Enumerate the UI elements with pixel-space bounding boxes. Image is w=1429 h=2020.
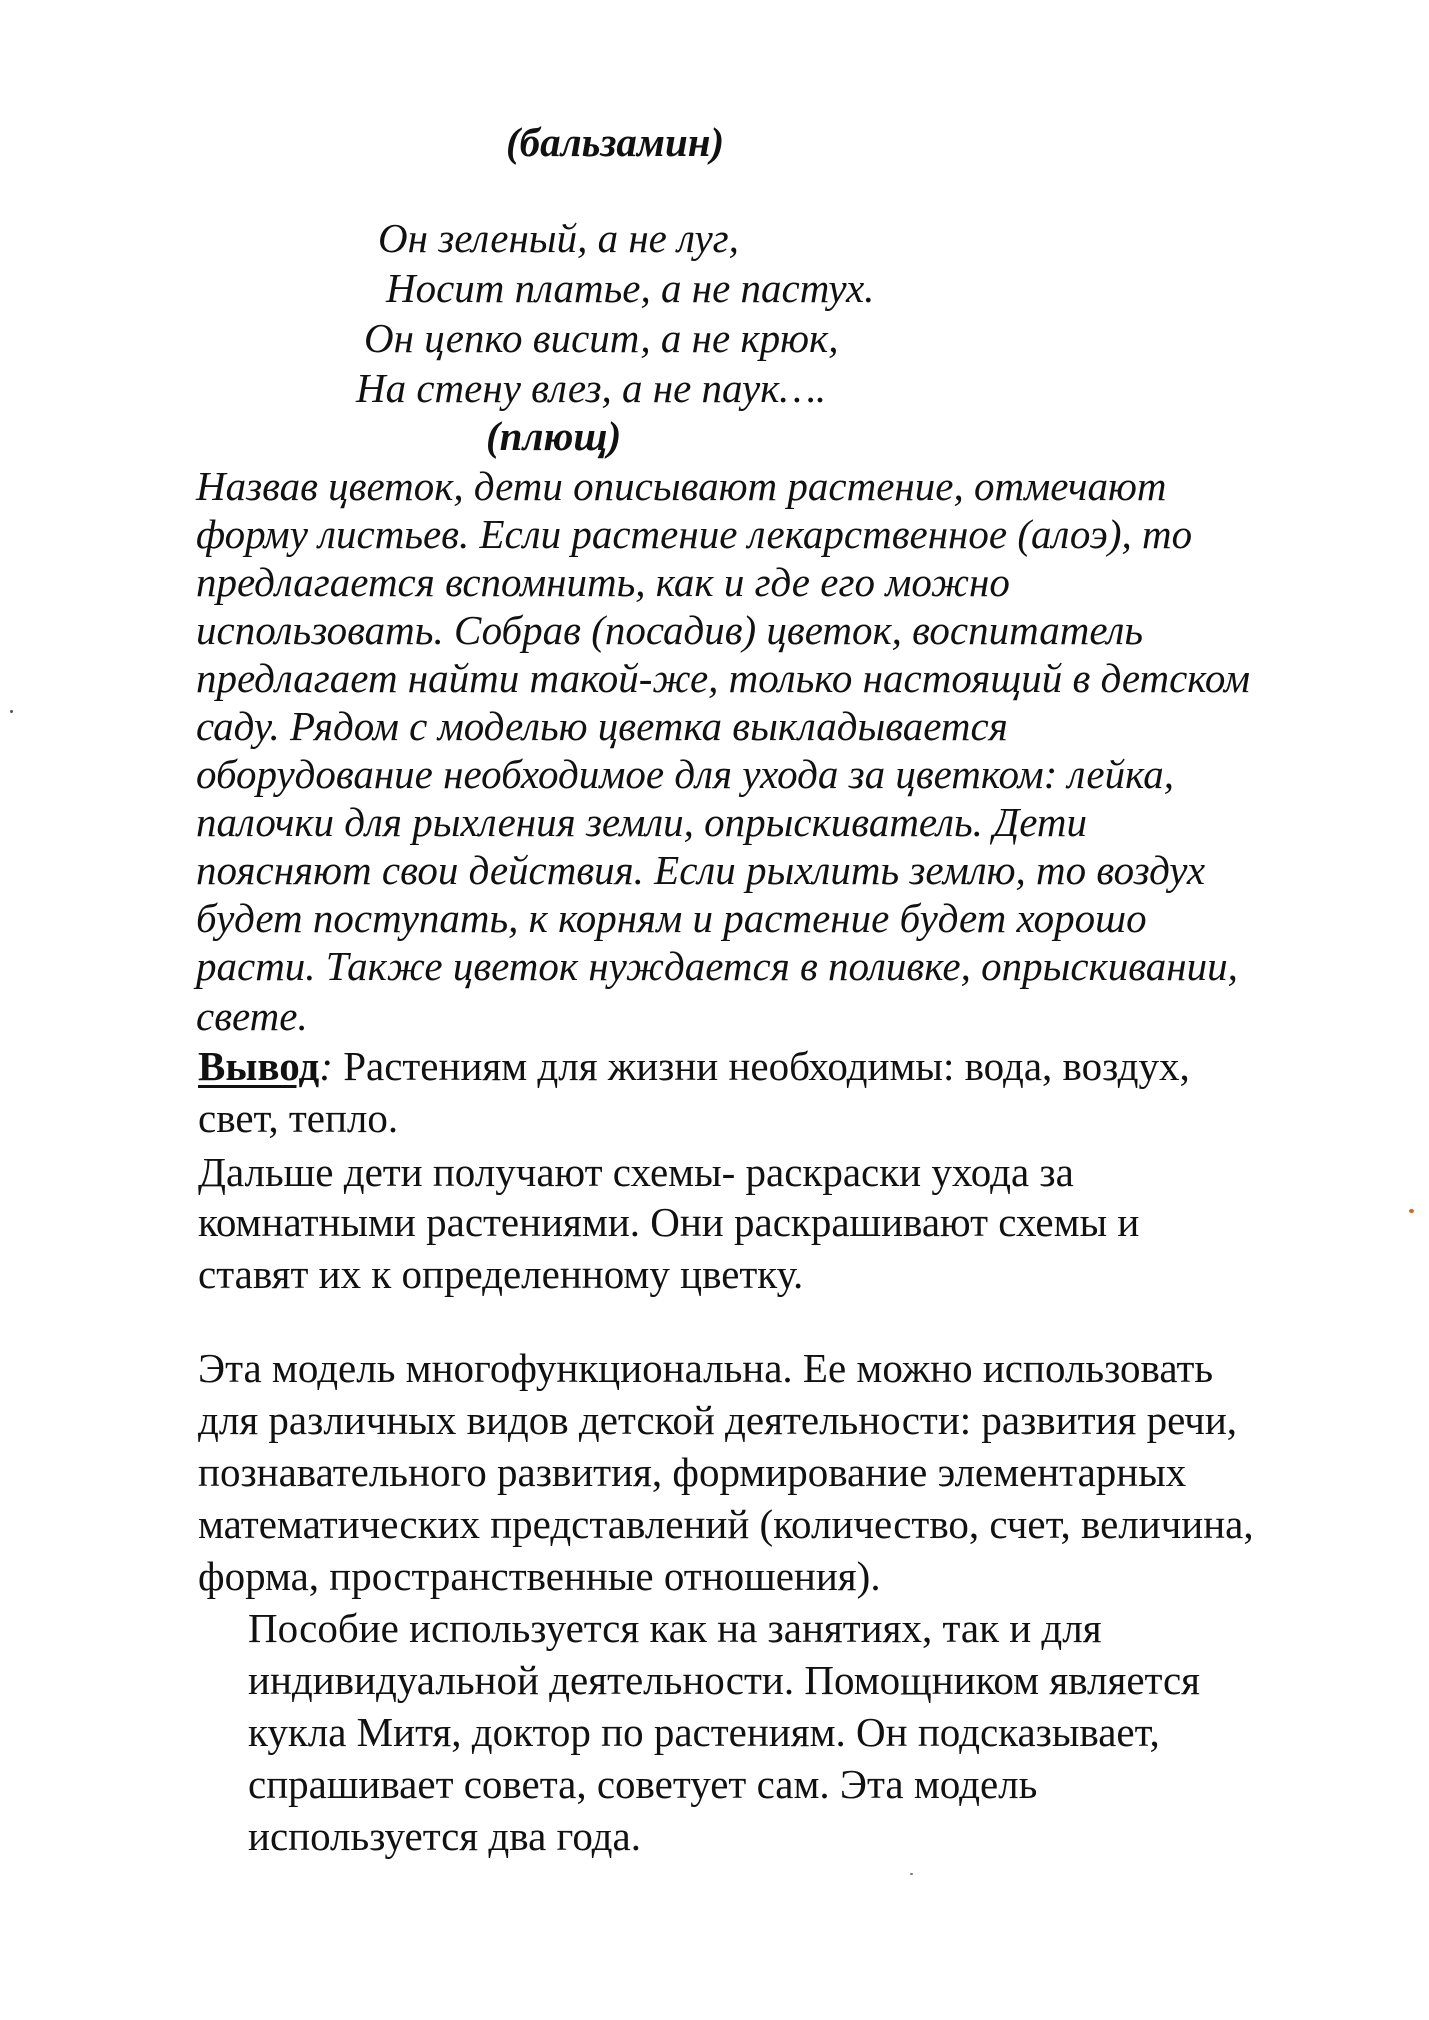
riddle-verse-line: Он цепко висит, а не крюк, <box>364 315 839 361</box>
paragraph-line: расти. Также цветок нуждается в поливке, опрыскивании, <box>196 943 1238 989</box>
paragraph-line: комнатными растениями. Они раскрашивают схемы и <box>198 1199 1140 1245</box>
paragraph-line: для различных видов детской деятельности: развития речи, <box>198 1397 1238 1443</box>
paragraph-line: математических представлений (количество, счет, величина, <box>198 1501 1254 1547</box>
paragraph-line: саду. Рядом с моделью цветка выкладывается <box>196 703 1008 749</box>
riddle-answer-ivy: (плющ) <box>486 413 622 459</box>
paragraph-line: кукла Митя, доктор по растениям. Он подсказывает, <box>248 1709 1160 1755</box>
paragraph-line: предлагает найти такой-же, только настоящий в детском <box>196 655 1251 701</box>
paragraph-line: палочки для рыхления земли, опрыскиватель. Дети <box>196 799 1087 845</box>
paragraph-line: использовать. Собрав (посадив) цветок, воспитатель <box>196 607 1144 653</box>
paragraph-line: Дальше дети получают схемы- раскраски ухода за <box>198 1149 1074 1195</box>
scan-speck <box>910 1873 913 1875</box>
paragraph-line: познавательного развития, формирование элементарных <box>198 1449 1187 1495</box>
conclusion-text: Растениям для жизни необходимы: вода, воздух, <box>332 1043 1190 1089</box>
paragraph-line: форма, пространственные отношения). <box>198 1553 881 1599</box>
paragraph-line: будет поступать, к корням и растение будет хорошо <box>196 895 1147 941</box>
paragraph-line: Пособие используется как на занятиях, так и для <box>248 1605 1102 1651</box>
scan-speck <box>10 710 13 713</box>
scan-speck <box>1409 1209 1414 1213</box>
riddle-verse-line: Он зеленый, а не луг, <box>378 215 739 261</box>
conclusion-label: Вывод <box>198 1043 320 1089</box>
riddle-verse-line: Носит платье, а не пастух. <box>386 265 875 311</box>
conclusion-colon: : <box>319 1043 333 1089</box>
riddle-answer-balsam: (бальзамин) <box>506 119 725 165</box>
conclusion-continuation: свет, тепло. <box>198 1095 399 1141</box>
paragraph-line: Эта модель многофункциональна. Ее можно использовать <box>198 1345 1214 1391</box>
conclusion-line <box>198 1042 1190 1090</box>
paragraph-line: форму листьев. Если растение лекарственное (алоэ), то <box>196 511 1193 557</box>
paragraph-line: свете. <box>196 993 308 1039</box>
paragraph-line: спрашивает совета, советует сам. Эта модель <box>248 1761 1038 1807</box>
paragraph-line: используется два года. <box>248 1813 641 1859</box>
paragraph-line: индивидуальной деятельности. Помощником является <box>248 1657 1201 1703</box>
paragraph-line: предлагается вспомнить, как и где его можно <box>196 559 1010 605</box>
paragraph-line: ставят их к определенному цветку. <box>198 1251 804 1297</box>
paragraph-line: поясняют свои действия. Если рыхлить землю, то воздух <box>196 847 1206 893</box>
paragraph-line: оборудование необходимое для ухода за цветком: лейка, <box>196 751 1175 797</box>
paragraph-line: Назвав цветок, дети описывают растение, отмечают <box>196 463 1167 509</box>
riddle-verse-line: На стену влез, а не паук…. <box>356 365 827 411</box>
